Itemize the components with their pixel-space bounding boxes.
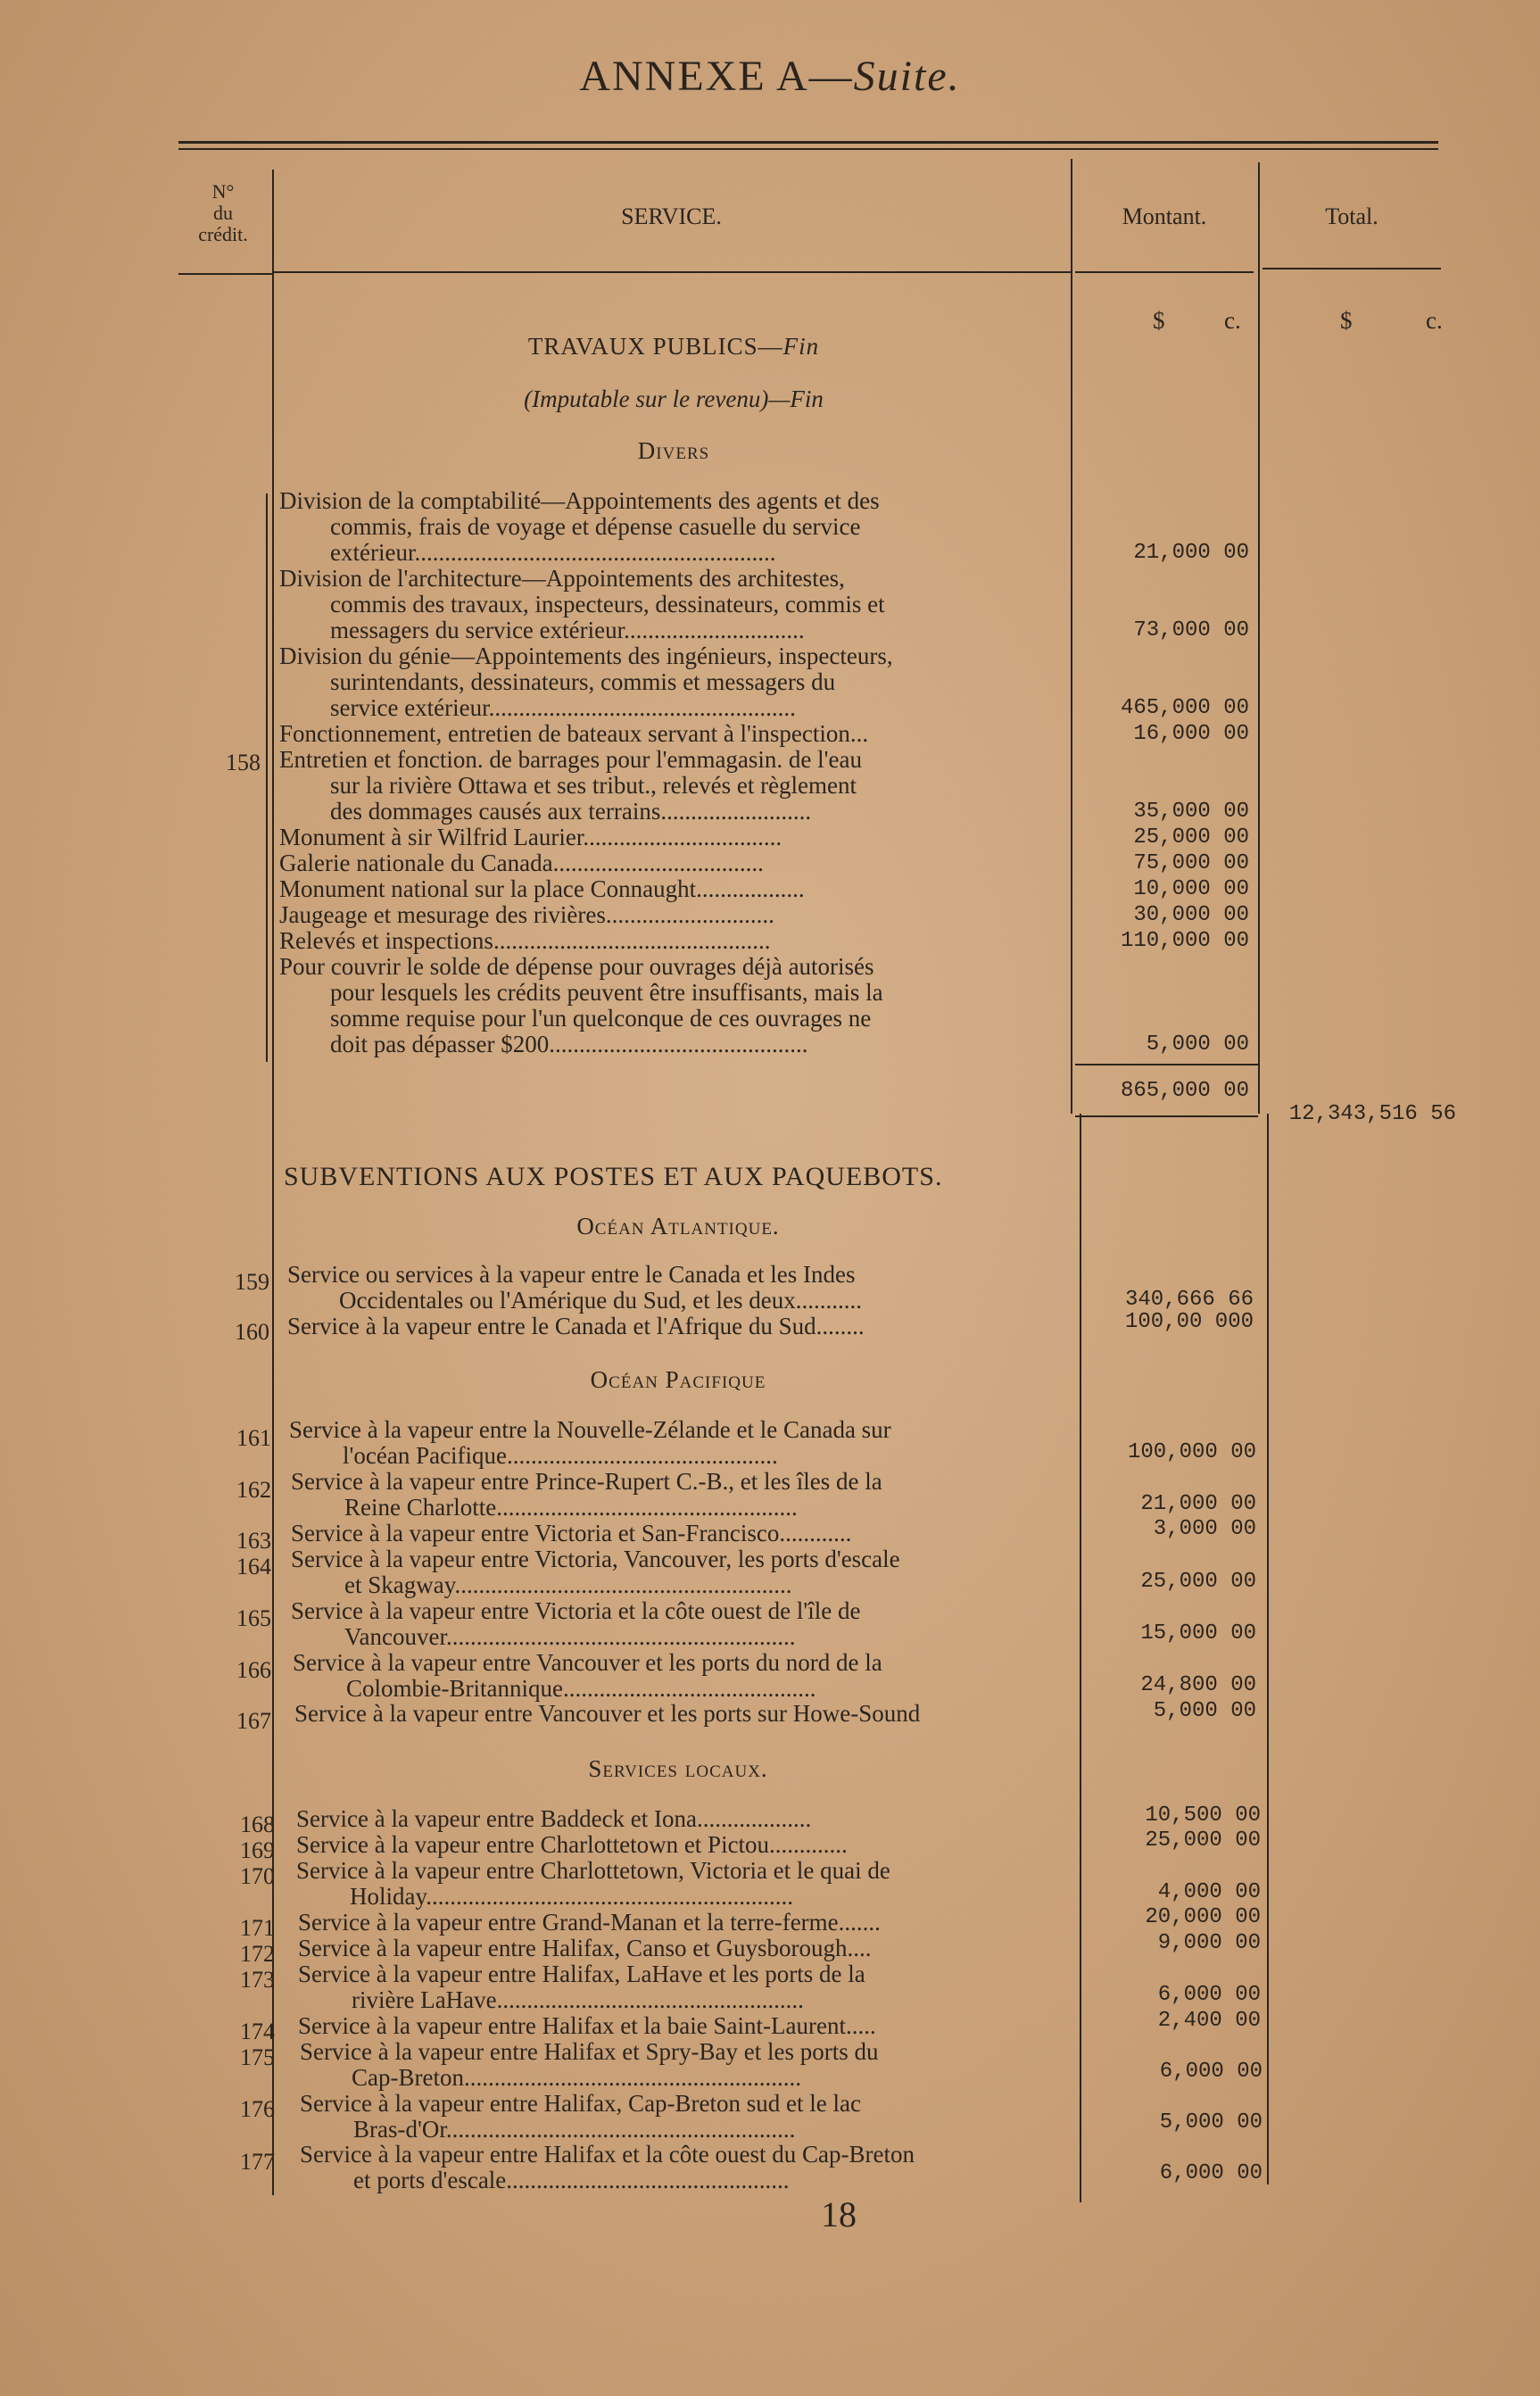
- amount: 3,000 00: [1153, 1517, 1256, 1541]
- currency-dollar-total: $: [1340, 307, 1353, 334]
- item-line: Service à la vapeur entre Grand-Manan et la terre-ferme.......: [298, 1909, 881, 1936]
- amount: 9,000 00: [1157, 1931, 1261, 1955]
- divers-line: service extérieur...................................................: [330, 694, 796, 721]
- col-total-header: Total.: [1325, 203, 1379, 229]
- amount: 6,000 00: [1159, 2060, 1263, 2084]
- amount: 340,666 66: [1124, 1288, 1254, 1312]
- grand-total: 12,343,516 56: [1288, 1102, 1456, 1126]
- item-line: Service à la vapeur entre Halifax et la baie Saint-Laurent.....: [298, 2012, 876, 2039]
- item-line: Service à la vapeur entre Vancouver et les ports du nord de la: [293, 1649, 882, 1676]
- currency-cents-total: c.: [1426, 307, 1443, 334]
- divers-line: Jaugeage et mesurage des rivières............................: [279, 901, 774, 928]
- credit-number: 166: [236, 1657, 271, 1683]
- credit-number: 168: [240, 1812, 275, 1837]
- item-line: Service à la vapeur entre Charlottetown, Victoria et le quai de: [296, 1857, 890, 1884]
- group-local: Services locaux.: [588, 1755, 768, 1782]
- item-line: Bras-d'Or..........................................................: [353, 2116, 796, 2143]
- item-line: Service à la vapeur entre Baddeck et Iona...................: [296, 1805, 812, 1832]
- group-atlantic: Océan Atlantique.: [576, 1213, 780, 1239]
- currency-cents-montant: c.: [1224, 307, 1241, 334]
- credit-number: 172: [240, 1941, 275, 1967]
- amount: 6,000 00: [1157, 1983, 1261, 2007]
- credit-number: 164: [236, 1554, 271, 1579]
- divers-line: Monument national sur la place Connaught..................: [279, 875, 805, 902]
- header-rule-montant: [1075, 271, 1254, 273]
- amount: 25,000 00: [1140, 1570, 1256, 1594]
- header-rule-total: [1263, 268, 1441, 269]
- col-line-3: [1258, 162, 1260, 1114]
- col-service-header: SERVICE.: [621, 203, 722, 229]
- divers-line: pour lesquels les crédits peuvent être insuffisants, mais la: [330, 979, 883, 1006]
- amount: 465,000 00: [1120, 696, 1249, 720]
- col-line-3b: [1267, 1114, 1269, 2185]
- col-line-1: [272, 170, 274, 2195]
- top-rule-2: [178, 148, 1438, 150]
- item-line: Service à la vapeur entre la Nouvelle-Zélande et le Canada sur: [289, 1416, 891, 1443]
- amount: 25,000 00: [1133, 825, 1249, 850]
- item-line: Service à la vapeur entre Halifax, Cap-Breton sud et le lac: [300, 2090, 861, 2117]
- subtotal-rule-top: [1075, 1064, 1258, 1065]
- item-line: Vancouver..........................................................: [344, 1623, 796, 1650]
- col-line-2b: [1080, 1114, 1081, 2202]
- divers-line: Division du génie—Appointements des ingénieurs, inspecteurs,: [279, 643, 893, 669]
- amount: 6,000 00: [1159, 2161, 1263, 2185]
- divers-line: des dommages causés aux terrains.........................: [330, 798, 812, 825]
- divers-line: Entretien et fonction. de barrages pour l'emmagasin. de l'eau: [279, 746, 862, 773]
- item-line: Occidentales ou l'Amérique du Sud, et les deux...........: [339, 1287, 862, 1314]
- divers-line: Pour couvrir le solde de dépense pour ouvrages déjà autorisés: [279, 953, 874, 980]
- item-line: Service à la vapeur entre Halifax et Spry-Bay et les ports du: [300, 2038, 879, 2065]
- amount: 10,000 00: [1133, 877, 1249, 901]
- item-line: Service à la vapeur entre Victoria et San-Francisco............: [291, 1520, 852, 1546]
- credit-number: 174: [240, 2019, 275, 2044]
- amount: 35,000 00: [1133, 800, 1249, 824]
- amount: 73,000 00: [1133, 618, 1249, 643]
- divers-line: Division de l'architecture—Appointements des architestes,: [279, 565, 845, 592]
- credit-number: 162: [236, 1477, 271, 1503]
- section-travaux-heading: TRAVAUX PUBLICS—Fin: [527, 333, 820, 360]
- amount: 24,800 00: [1140, 1673, 1256, 1697]
- amount: 75,000 00: [1133, 851, 1249, 875]
- item-line: Service à la vapeur entre Prince-Rupert C.-B., et les îles de la: [291, 1468, 882, 1495]
- currency-dollar-montant: $: [1153, 307, 1165, 334]
- amount: 100,00 000: [1124, 1310, 1254, 1334]
- divers-line: Fonctionnement, entretien de bateaux servant à l'inspection...: [279, 720, 869, 747]
- col-credit-header: N° du crédit.: [198, 180, 248, 245]
- item-line: rivière LaHave...................................................: [352, 1986, 804, 2013]
- section-travaux-subheading: (Imputable sur le revenu)—Fin: [524, 386, 824, 412]
- credit-number: 165: [236, 1605, 271, 1631]
- amount: 20,000 00: [1145, 1905, 1261, 1929]
- divers-line: Relevés et inspections..............................................: [279, 927, 771, 954]
- amount: 100,000 00: [1127, 1440, 1256, 1464]
- divers-line: sur la rivière Ottawa et ses tribut., relevés et règlement: [330, 772, 857, 799]
- credit-number: 173: [240, 1967, 275, 1993]
- col-line-2: [1071, 159, 1072, 1114]
- item-line: Service à la vapeur entre Halifax et la côte ouest du Cap-Breton: [300, 2141, 915, 2168]
- divers-line: Monument à sir Wilfrid Laurier.................................: [279, 824, 782, 850]
- item-line: et ports d'escale...............................................: [353, 2167, 790, 2193]
- credit-number: 171: [240, 1915, 275, 1941]
- amount: 21,000 00: [1133, 541, 1249, 565]
- item-line: Service à la vapeur entre Victoria et la côte ouest de l'île de: [291, 1597, 861, 1624]
- amount: 25,000 00: [1145, 1828, 1261, 1853]
- subtotal-rule-bottom: [1075, 1115, 1258, 1117]
- amount: 5,000 00: [1153, 1699, 1256, 1723]
- item-line: Reine Charlotte..................................................: [344, 1494, 798, 1521]
- credit-number: 161: [236, 1425, 271, 1451]
- amount: 30,000 00: [1133, 903, 1249, 927]
- col-montant-header: Montant.: [1122, 203, 1207, 229]
- credit-number: 169: [240, 1837, 275, 1863]
- credit-number: 177: [240, 2149, 275, 2175]
- credit-number: 160: [235, 1319, 269, 1345]
- amount: 15,000 00: [1140, 1621, 1256, 1646]
- item-line: Service à la vapeur entre Charlottetown et Pictou.............: [296, 1831, 848, 1858]
- header-rule-service: [272, 271, 1071, 273]
- page-title: ANNEXE A—Suite.: [579, 53, 961, 100]
- divers-line: doit pas dépasser $200...........................................: [330, 1031, 808, 1057]
- item-line: et Skagway........................................................: [344, 1571, 792, 1598]
- item-line: Service à la vapeur entre Victoria, Vancouver, les ports d'escale: [291, 1546, 900, 1572]
- credit-158-brace: [266, 493, 268, 1062]
- amount: 16,000 00: [1133, 722, 1249, 746]
- amount: 110,000 00: [1120, 929, 1249, 953]
- credit-number: 170: [240, 1863, 275, 1889]
- divers-line: extérieur............................................................: [330, 539, 776, 566]
- section-subventions-heading: SUBVENTIONS AUX POSTES ET AUX PAQUEBOTS.: [284, 1162, 943, 1191]
- group-pacific: Océan Pacifique: [590, 1366, 766, 1393]
- item-line: Colombie-Britannique..........................................: [346, 1675, 816, 1702]
- subtotal-amount: 865,000 00: [1120, 1079, 1249, 1103]
- credit-number: 175: [240, 2044, 275, 2070]
- header-rule-credit: [178, 273, 272, 275]
- item-line: Holiday.............................................................: [350, 1883, 793, 1910]
- item-line: Service à la vapeur entre Halifax, LaHave et les ports de la: [298, 1961, 865, 1987]
- top-rule-1: [178, 141, 1438, 144]
- amount: 2,400 00: [1157, 2009, 1261, 2033]
- item-line: Service à la vapeur entre le Canada et l'Afrique du Sud........: [287, 1313, 865, 1339]
- amount: 21,000 00: [1140, 1492, 1256, 1516]
- divers-line: surintendants, dessinateurs, commis et messagers du: [330, 668, 836, 695]
- item-line: l'océan Pacifique.............................................: [343, 1442, 778, 1469]
- divers-line: Division de la comptabilité—Appointements des agents et des: [279, 487, 880, 514]
- credit-number: 176: [240, 2096, 275, 2122]
- divers-line: commis, frais de voyage et dépense casuelle du service: [330, 513, 861, 540]
- divers-line: commis des travaux, inspecteurs, dessinateurs, commis et: [330, 591, 885, 618]
- item-line: Service à la vapeur entre Vancouver et les ports sur Howe-Sound: [294, 1700, 921, 1727]
- amount: 4,000 00: [1157, 1880, 1261, 1904]
- item-line: Cap-Breton........................................................: [352, 2064, 801, 2091]
- amount: 10,500 00: [1145, 1803, 1261, 1828]
- item-line: Service ou services à la vapeur entre le Canada et les Indes: [287, 1261, 856, 1288]
- credit-158-number: 158: [226, 750, 261, 775]
- amount: 5,000 00: [1146, 1032, 1249, 1057]
- divers-line: somme requise pour l'un quelconque de ces ouvrages ne: [330, 1005, 872, 1032]
- item-line: Service à la vapeur entre Halifax, Canso et Guysborough....: [298, 1935, 872, 1961]
- divers-line: messagers du service extérieur..............................: [330, 617, 805, 643]
- credit-number: 159: [235, 1269, 269, 1295]
- group-divers: Divers: [637, 437, 710, 464]
- page-number: 18: [821, 2194, 857, 2234]
- credit-number: 163: [236, 1528, 271, 1554]
- amount: 5,000 00: [1159, 2110, 1263, 2135]
- credit-number: 167: [236, 1708, 271, 1734]
- divers-line: Galerie nationale du Canada...................................: [279, 850, 764, 876]
